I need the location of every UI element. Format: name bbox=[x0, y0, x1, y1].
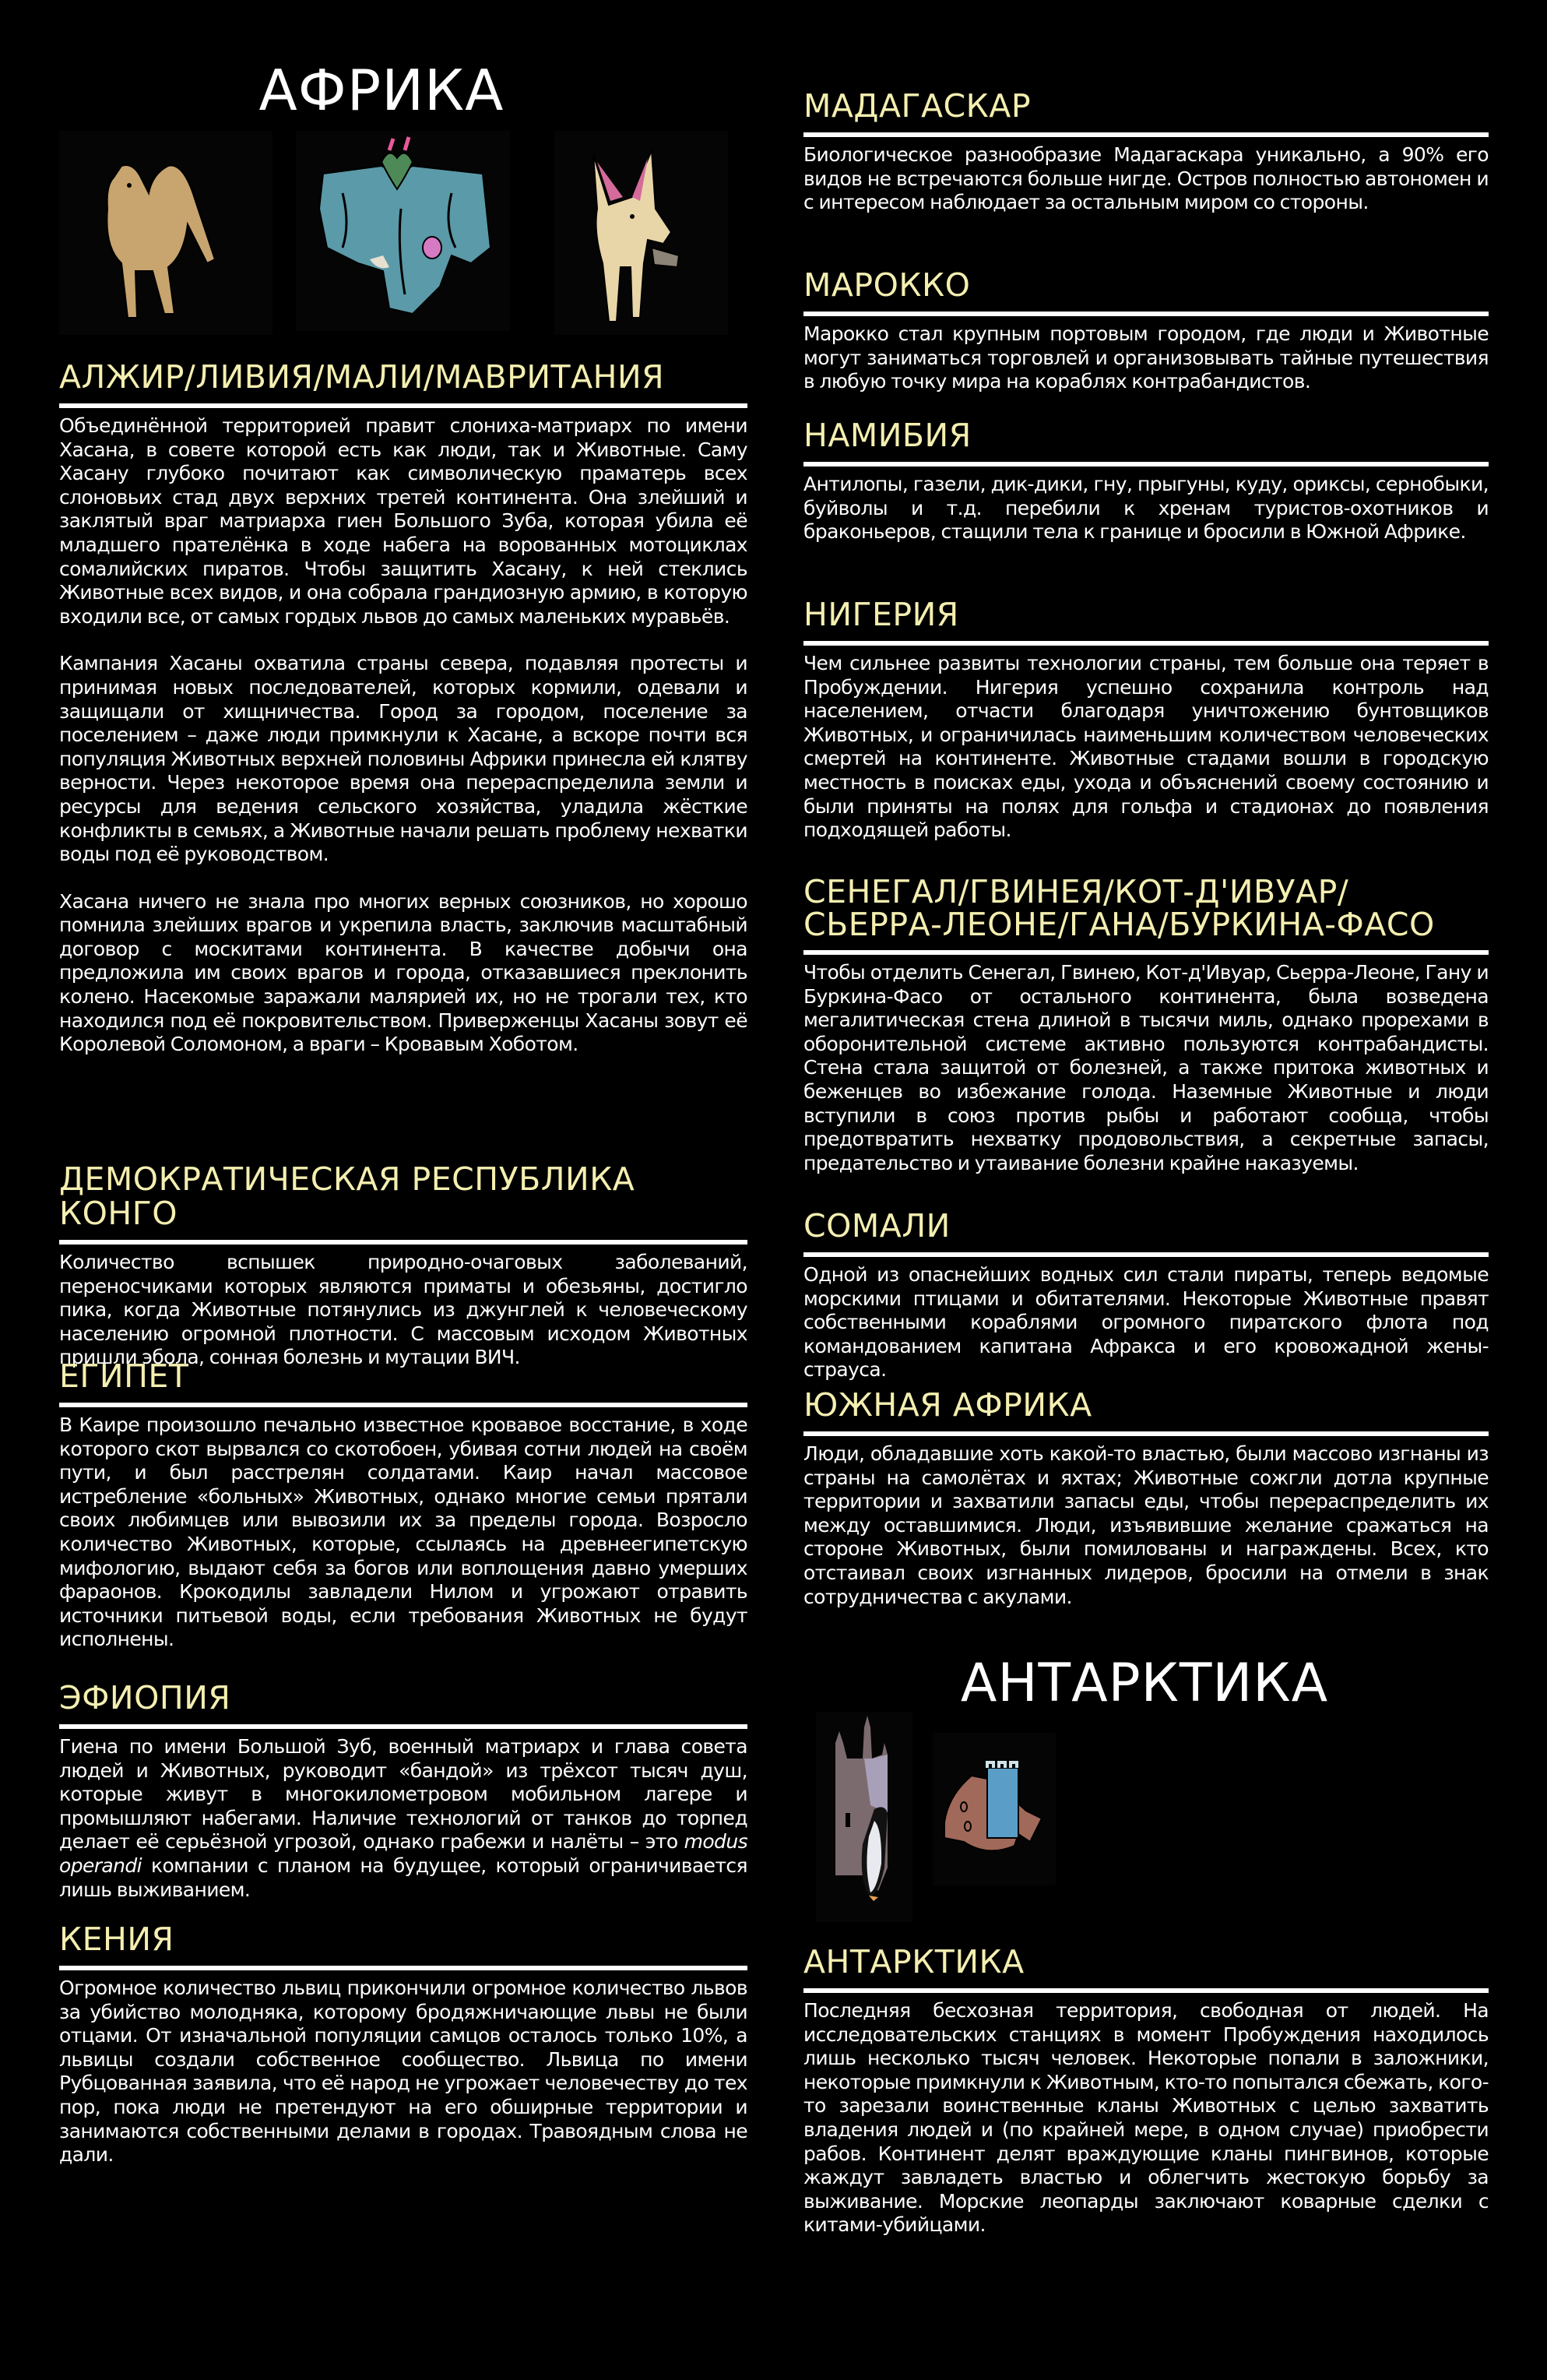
section-paragraph: Люди, обладавшие хоть какой-то властью, были массово изгнаны из страны на самолётах и яхтах; Животные сожгли дотла крупные территории и захватили запасы еды, чтобы перераспределить их между оставшимися. Люди, изъявившие желание сражаться на стороне Животных, были помилованы и награждены. Всех, кто отстаивал своих изгнанных лидеров, бросили на отмели в знак сотрудничества с акулами. bbox=[803, 1442, 1489, 1608]
section-heading: ЕГИПЕТ bbox=[59, 1357, 189, 1395]
section-paragraph: Огромное количество львиц прикончили огромное количество львов за убийство молодняка, которому бродяжничающие львы не были отцами. От изначальной популяции самцов осталось только 10%, а львицы создали собственное сообщество. Львица по имени Рубцованная заявила, что её народ не угрожает человечеству до тех пор, пока люди не претендуют на его обширные территории и занимаются собственными делами в городах. Травоядным слова не дали. bbox=[59, 1977, 747, 2167]
section-paragraph: Антилопы, газели, дик-дики, гну, прыгуны, куду, ориксы, сернобыки, буйволы и т.д. перебили к хренам туристов-охотников и браконьеров, стащили тела к границе и бросили в Южной Африке. bbox=[803, 473, 1489, 544]
castle-seal-icon bbox=[933, 1733, 1056, 1885]
section-algeria-libya-mali-mauritania bbox=[59, 360, 747, 1057]
camel-icon bbox=[59, 131, 272, 335]
section-ethiopia bbox=[59, 1681, 747, 1902]
section-heading: ЮЖНАЯ АФРИКА bbox=[803, 1386, 1092, 1424]
section-paragraph: Марокко стал крупным портовым городом, где люди и Животные могут заниматься торговлей и организовывать тайные путешествия в любую точку мира на кораблях контрабандистов. bbox=[803, 322, 1489, 393]
section-west-africa bbox=[803, 875, 1489, 1175]
section-morocco bbox=[803, 268, 1489, 394]
section-heading: СЕНЕГАЛ/ГВИНЕЯ/КОТ-Д'ИВУАР/ СЬЕРРА-ЛЕОНЕ/ГАНА/БУРКИНА-ФАСО bbox=[803, 873, 1435, 943]
section-heading: ЭФИОПИЯ bbox=[59, 1679, 231, 1716]
section-somalia bbox=[803, 1209, 1489, 1382]
castle-penguin-icon bbox=[816, 1712, 912, 1922]
africa-title: АФРИКА bbox=[258, 58, 505, 123]
antarctica-title: АНТАРКТИКА bbox=[960, 1653, 1329, 1714]
section-heading: НИГЕРИЯ bbox=[803, 596, 959, 633]
section-paragraph: В Каире произошло печально известное кровавое восстание, в ходе которого скот вырвался со скотобоен, убивая сотни людей на своём пути, и был расстрелян солдатами. Каир начал массовое истребление «больных» Животных, однако многие семьи прятали своих любимцев или вывозили их за пределы города. Возросло количество Животных, которые, ссылаясь на древнеегипетскую мифологию, выдают себя за богов или воплощения давно умерших фараонов. Крокодилы завладели Нилом и угрожают отравить источники питьевой воды, если требования Животных не будут исполнены. bbox=[59, 1414, 747, 1651]
section-egypt bbox=[59, 1359, 747, 1652]
section-paragraph: Биологическое разнообразие Мадагаскара уникально, а 90% его видов не встречаются больше нигде. Остров полностью автономен и с интересом наблюдает за остальным миром со стороны. bbox=[803, 143, 1489, 214]
heading-rule bbox=[803, 462, 1489, 466]
section-antarctica bbox=[803, 1945, 1489, 2237]
heading-rule bbox=[59, 1966, 747, 1970]
section-paragraph: Объединённой территорией правит слониха-матриарх по имени Хасана, в совете которой есть как люди, так и Животные. Саму Хасану глубоко почитают как символическую праматерь всех слоновьих стад двух верхних третей континента. Она злейший и заклятый враг матриарха гиен Большого Зуба, которая убила её младшего прателёнка в ходе набега на ворованных мотоциклах сомалийских пиратов. Чтобы защитить Хасану, к ней стеклись Животные всех видов, и она собрала грандиозную армию, в которую входили все, от самых гордых львов до самых маленьких муравьёв. bbox=[59, 414, 747, 628]
paragraph-text: Гиена по имени Большой Зуб, военный матриарх и глава совета людей и Животных, руководит «бандой» из трёхсот тысяч душ, которые живут в многокилометровом мобильном лагере и промышляют набегами. Наличие технологий от танков до торпед делает её серьёзной угрозой, однако грабежи и налёты – это bbox=[59, 1735, 747, 1854]
heading-rule bbox=[803, 132, 1489, 137]
section-paragraph: Кампания Хасаны охватила страны севера, подавляя протесты и принимая новых последователей, которых кормили, одевали и защищали от хищничества. Город за городом, поселение за поселением – даже люди примкнули к Хасане, а вскоре почти вся популяция Животных верхней половины Африки принесла ей клятву верности. Через некоторое время она перераспределила земли и ресурсы для ведения сельского хозяйства, уладила жёсткие конфликты в семьях, а Животные начали решать проблему нехватки воды под её руководством. bbox=[59, 652, 747, 866]
heading-rule bbox=[803, 1431, 1489, 1436]
section-heading: МАРОККО bbox=[803, 266, 971, 304]
paragraph-text: компании с планом на будущее, который ограничивается лишь выживанием. bbox=[59, 1854, 747, 1901]
section-paragraph: Последняя бесхозная территория, свободная от людей. На исследовательских станциях в момент Пробуждения находилось лишь несколько тысяч человек. Некоторые попали в заложники, некоторые примкнули к Животным, кто-то попытался сбежать, кого-то зарезали воинственные кланы Животных с целью захватить владения людей и (по крайней мере, в одном случае) приобрести рабов. Континент делят враждующие кланы пингвинов, которые жаждут завладеть властью и облегчить жестокую борьбу за выживание. Морские леопарды заключают коварные сделки с китами-убийцами. bbox=[803, 1999, 1489, 2237]
heading-rule bbox=[803, 950, 1489, 955]
section-heading: МАДАГАСКАР bbox=[803, 87, 1032, 125]
section-heading: АНТАРКТИКА bbox=[803, 1943, 1025, 1980]
heading-rule bbox=[803, 1252, 1489, 1257]
section-paragraph bbox=[59, 1735, 747, 1902]
section-heading: АЛЖИР/ЛИВИЯ/МАЛИ/МАВРИТАНИЯ bbox=[59, 358, 665, 396]
section-heading: ДЕМОКРАТИЧЕСКАЯ РЕСПУБЛИКА КОНГО bbox=[59, 1160, 635, 1232]
section-paragraph: Одной из опаснейших водных сил стали пираты, теперь ведомые морскими птицами и обитателями. Некоторые Животные правят собственными кораблями огромного пиратского флота под командованием капитана Афракса и его кровожадной жены-страуса. bbox=[803, 1263, 1489, 1382]
aardvark-icon bbox=[554, 131, 728, 335]
section-paragraph: Чтобы отделить Сенегал, Гвинею, Кот-д'Ивуар, Сьерра-Леоне, Гану и Буркина-Фасо от остального континента, была возведена мегалитическая стена длиной в тысячи миль, однако прорехами в оборонительной системе активно пользуются контрабандисты. Стена стала защитой от болезней, а также притока животных и беженцев во избежание голода. Наземные Животные и люди вступили в союз против рыбы и работают сообща, чтобы предотвратить нехватку продовольствия, а секретные запасы, предательство и утаивание болезни крайне наказуемы. bbox=[803, 961, 1489, 1174]
section-kenya bbox=[59, 1922, 747, 2167]
section-heading: КЕНИЯ bbox=[59, 1921, 174, 1958]
heading-rule bbox=[59, 403, 747, 408]
section-madagascar bbox=[803, 89, 1489, 215]
heading-rule bbox=[803, 312, 1489, 316]
section-south-africa bbox=[803, 1388, 1489, 1609]
heading-rule bbox=[59, 1240, 747, 1245]
section-heading: СОМАЛИ bbox=[803, 1207, 951, 1245]
heading-rule bbox=[803, 1988, 1489, 1993]
section-namibia bbox=[803, 418, 1489, 544]
section-heading: НАМИБИЯ bbox=[803, 417, 972, 454]
section-paragraph: Хасана ничего не знала про многих верных союзников, но хорошо помнила злейших врагов и укрепила власть, заключив масштабный договор с москитами континента. В качестве добычи она предложила им своих врагов и города, отказавшиеся преклонить колено. Насекомые заражали малярией их, но не трогали тех, кто находился под её покровительством. Приверженцы Хасаны зовут её Королевой Соломоном, а враги – Кровавым Хоботом. bbox=[59, 889, 747, 1056]
heading-rule bbox=[59, 1403, 747, 1407]
section-drc bbox=[59, 1162, 747, 1370]
section-paragraph: Количество вспышек природно-очаговых заболеваний, переносчиками которых являются приматы и обезьяны, достигло пика, когда Животные потянулись из джунглей к человеческому населению огромной плотности. С массовым исходом Животных пришли эбола, сонная болезнь и мутации ВИЧ. bbox=[59, 1251, 747, 1369]
section-nigeria bbox=[803, 597, 1489, 843]
heading-rule bbox=[803, 641, 1489, 646]
section-paragraph: Чем сильнее развиты технологии страны, тем больше она теряет в Пробуждении. Нигерия успешно сохранила контроль над населением, отчасти благодаря уничтожению бунтовщиков Животных, и ограничилась наименьшим количеством человеческих смертей на континенте. Животные стадами вошли в городскую местность в поисках еды, ухода и объяснений своему состоянию и были приняты на полях для гольфа и стадионах до появления подходящей работы. bbox=[803, 652, 1489, 842]
heading-rule bbox=[59, 1724, 747, 1729]
latin-phrase: modus operandi bbox=[59, 1830, 747, 1877]
elephant-icon bbox=[296, 131, 510, 331]
